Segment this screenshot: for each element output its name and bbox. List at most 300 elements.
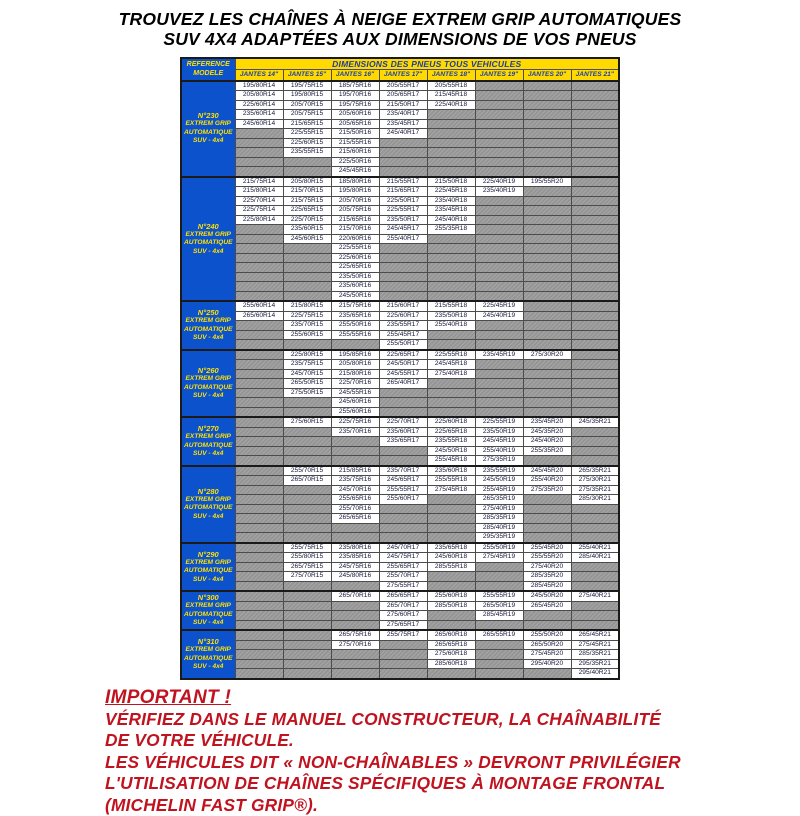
tire-size-cell: 195/55R20 <box>523 177 571 187</box>
tire-size-cell: 295/40R20 <box>523 659 571 669</box>
empty-cell <box>571 611 619 621</box>
tire-size-cell: 265/50R15 <box>283 379 331 389</box>
empty-cell <box>235 138 283 148</box>
model-label-line: EXTREM GRIP <box>182 317 235 326</box>
empty-cell <box>571 523 619 533</box>
empty-cell <box>571 110 619 120</box>
tire-size-cell: 275/35R21 <box>571 485 619 495</box>
empty-cell <box>379 669 427 679</box>
model-number: N°310 <box>182 637 235 646</box>
empty-cell <box>235 407 283 417</box>
tire-size-cell: 235/80R16 <box>331 543 379 553</box>
model-label-line: AUTOMATIQUE <box>182 567 235 576</box>
tire-size-cell: 235/60R16 <box>331 282 379 292</box>
tire-size-cell: 275/30R21 <box>571 476 619 486</box>
tire-size-cell: 225/45R18 <box>427 187 475 197</box>
tire-size-cell: 225/65R17 <box>379 350 427 360</box>
model-label-line: SUV - 4x4 <box>182 248 235 257</box>
tire-size-cell: 225/55R16 <box>331 244 379 254</box>
empty-cell <box>523 225 571 235</box>
page-title <box>0 0 800 49</box>
empty-cell <box>427 379 475 389</box>
tire-size-cell: 245/60R18 <box>427 553 475 563</box>
tire-size-cell: 235/60R17 <box>379 427 427 437</box>
empty-cell <box>523 138 571 148</box>
empty-cell <box>475 330 523 340</box>
model-label-line: EXTREM GRIP <box>182 646 235 655</box>
empty-cell <box>427 407 475 417</box>
empty-cell <box>235 388 283 398</box>
empty-cell <box>523 514 571 524</box>
tire-size-cell: 215/65R17 <box>379 187 427 197</box>
empty-cell <box>427 398 475 408</box>
tire-size-cell: 195/75R15 <box>283 81 331 91</box>
empty-cell <box>235 543 283 553</box>
column-header-jantes: JANTES 19" <box>475 70 523 81</box>
empty-cell <box>427 148 475 158</box>
empty-cell <box>235 581 283 591</box>
empty-cell <box>475 206 523 216</box>
empty-cell <box>571 206 619 216</box>
tire-size-cell: 245/65R17 <box>379 476 427 486</box>
column-header-jantes: JANTES 20" <box>523 70 571 81</box>
empty-cell <box>331 650 379 660</box>
empty-cell <box>523 398 571 408</box>
model-cell-280 <box>181 466 235 543</box>
tire-size-cell: 215/55R17 <box>379 177 427 187</box>
empty-cell <box>571 581 619 591</box>
tire-size-cell: 275/40R19 <box>475 504 523 514</box>
tire-size-cell: 215/50R16 <box>331 129 379 139</box>
tire-size-cell: 235/40R18 <box>427 196 475 206</box>
empty-cell <box>331 611 379 621</box>
model-cell-240 <box>181 177 235 302</box>
empty-cell <box>475 369 523 379</box>
tire-size-cell: 225/70R17 <box>379 417 427 427</box>
tire-size-cell: 255/40R18 <box>427 321 475 331</box>
empty-cell <box>523 291 571 301</box>
empty-cell <box>427 611 475 621</box>
tire-size-cell: 275/60R17 <box>379 611 427 621</box>
empty-cell <box>283 650 331 660</box>
tire-size-cell: 235/55R18 <box>427 437 475 447</box>
tire-size-cell: 225/60R18 <box>427 417 475 427</box>
tire-size-cell: 215/75R15 <box>283 196 331 206</box>
tire-size-cell: 275/45R21 <box>571 640 619 650</box>
empty-cell <box>571 129 619 139</box>
tire-size-cell: 265/60R18 <box>427 630 475 640</box>
empty-cell <box>235 398 283 408</box>
tire-size-cell: 245/70R15 <box>283 369 331 379</box>
empty-cell <box>235 533 283 543</box>
empty-cell <box>475 253 523 263</box>
empty-cell <box>475 669 523 679</box>
tire-size-cell: 195/80R14 <box>235 81 283 91</box>
empty-cell <box>379 533 427 543</box>
empty-cell <box>331 533 379 543</box>
model-label-line: AUTOMATIQUE <box>182 239 235 248</box>
empty-cell <box>235 446 283 456</box>
empty-cell <box>379 291 427 301</box>
empty-cell <box>235 369 283 379</box>
tire-size-cell: 245/60R16 <box>331 398 379 408</box>
empty-cell <box>571 340 619 350</box>
tire-size-cell: 245/35R21 <box>571 417 619 427</box>
model-label-line: SUV - 4x4 <box>182 137 235 146</box>
tire-size-cell: 235/40R17 <box>379 110 427 120</box>
empty-cell <box>283 495 331 505</box>
tire-size-cell: 275/35R19 <box>475 456 523 466</box>
tire-size-cell: 275/45R20 <box>523 650 571 660</box>
tire-size-cell: 265/65R16 <box>331 514 379 524</box>
tire-size-cell: 245/40R19 <box>475 311 523 321</box>
empty-cell <box>235 321 283 331</box>
empty-cell <box>475 225 523 235</box>
tire-size-cell: 255/60R14 <box>235 301 283 311</box>
tire-size-cell: 215/85R16 <box>331 466 379 476</box>
tire-size-cell: 255/35R20 <box>523 446 571 456</box>
tire-size-cell: 265/35R21 <box>571 466 619 476</box>
empty-cell <box>523 157 571 167</box>
empty-cell <box>283 456 331 466</box>
tire-size-cell: 215/80R15 <box>283 301 331 311</box>
empty-cell <box>427 495 475 505</box>
empty-cell <box>331 601 379 611</box>
tire-size-cell: 205/60R16 <box>331 110 379 120</box>
empty-cell <box>523 379 571 389</box>
empty-cell <box>379 504 427 514</box>
empty-cell <box>475 110 523 120</box>
empty-cell <box>571 533 619 543</box>
empty-cell <box>475 81 523 91</box>
empty-cell <box>571 187 619 197</box>
column-header-jantes: JANTES 21" <box>571 70 619 81</box>
tire-size-cell: 205/80R15 <box>283 177 331 187</box>
empty-cell <box>235 611 283 621</box>
tire-size-cell: 255/55R20 <box>523 553 571 563</box>
empty-cell <box>571 81 619 91</box>
tire-size-cell: 215/70R15 <box>283 187 331 197</box>
empty-cell <box>235 572 283 582</box>
empty-cell <box>475 659 523 669</box>
empty-cell <box>379 659 427 669</box>
empty-cell <box>475 234 523 244</box>
empty-cell <box>235 650 283 660</box>
model-label-line: SUV - 4x4 <box>182 392 235 401</box>
tire-size-cell: 255/75R17 <box>379 630 427 640</box>
tire-size-cell: 255/65R17 <box>379 562 427 572</box>
tire-size-cell: 245/70R17 <box>379 543 427 553</box>
tire-size-cell: 215/55R16 <box>331 138 379 148</box>
empty-cell <box>427 533 475 543</box>
tire-size-cell: 255/40R17 <box>379 234 427 244</box>
empty-cell <box>475 196 523 206</box>
empty-cell <box>427 234 475 244</box>
tire-size-cell: 205/80R14 <box>235 91 283 101</box>
tire-size-cell: 285/50R18 <box>427 601 475 611</box>
empty-cell <box>523 100 571 110</box>
model-number: N°280 <box>182 487 235 496</box>
tire-size-cell: 225/55R19 <box>475 417 523 427</box>
corner-header-line: REFERENCE <box>182 60 235 69</box>
tire-size-cell: 225/75R16 <box>331 417 379 427</box>
empty-cell <box>427 388 475 398</box>
empty-cell <box>379 407 427 417</box>
column-header-jantes: JANTES 17" <box>379 70 427 81</box>
empty-cell <box>235 225 283 235</box>
empty-cell <box>235 504 283 514</box>
column-header-jantes: JANTES 14" <box>235 70 283 81</box>
empty-cell <box>571 369 619 379</box>
tire-size-cell: 215/65R16 <box>331 215 379 225</box>
empty-cell <box>571 350 619 360</box>
empty-cell <box>235 495 283 505</box>
empty-cell <box>235 591 283 601</box>
tire-size-cell: 265/60R14 <box>235 311 283 321</box>
empty-cell <box>283 514 331 524</box>
tire-size-cell: 265/40R17 <box>379 379 427 389</box>
tire-size-cell: 235/60R18 <box>427 466 475 476</box>
tire-size-cell: 205/65R16 <box>331 119 379 129</box>
tire-size-cell: 275/60R18 <box>427 650 475 660</box>
empty-cell <box>379 446 427 456</box>
empty-cell <box>571 407 619 417</box>
tire-size-cell: 265/65R17 <box>379 591 427 601</box>
empty-cell <box>571 620 619 630</box>
empty-cell <box>283 601 331 611</box>
tire-size-cell: 265/55R19 <box>475 630 523 640</box>
model-cell-310 <box>181 630 235 679</box>
tire-size-cell: 225/60R16 <box>331 253 379 263</box>
empty-cell <box>379 523 427 533</box>
model-label-line: EXTREM GRIP <box>182 375 235 384</box>
tire-size-cell: 245/50R16 <box>331 291 379 301</box>
tire-size-cell: 235/40R19 <box>475 187 523 197</box>
model-label-line: SUV - 4x4 <box>182 450 235 459</box>
tire-size-cell: 215/50R18 <box>427 177 475 187</box>
tire-size-cell: 255/60R15 <box>283 330 331 340</box>
tire-size-cell: 235/60R14 <box>235 110 283 120</box>
tire-size-cell: 225/65R18 <box>427 427 475 437</box>
empty-cell <box>235 417 283 427</box>
empty-cell <box>427 669 475 679</box>
empty-cell <box>379 650 427 660</box>
empty-cell <box>571 272 619 282</box>
empty-cell <box>283 630 331 640</box>
empty-cell <box>235 234 283 244</box>
tire-size-cell: 255/50R17 <box>379 340 427 350</box>
tire-size-cell: 195/80R16 <box>331 187 379 197</box>
empty-cell <box>379 640 427 650</box>
empty-cell <box>475 398 523 408</box>
tire-size-cell: 275/40R18 <box>427 369 475 379</box>
tire-size-cell: 245/75R16 <box>331 562 379 572</box>
tire-size-cell: 215/55R18 <box>427 301 475 311</box>
tire-size-cell: 195/80R15 <box>283 91 331 101</box>
empty-cell <box>475 340 523 350</box>
empty-cell <box>235 282 283 292</box>
empty-cell <box>427 340 475 350</box>
empty-cell <box>571 215 619 225</box>
empty-cell <box>331 340 379 350</box>
tire-size-cell: 265/75R16 <box>331 630 379 640</box>
tire-size-cell: 255/55R16 <box>331 330 379 340</box>
tire-size-cell: 245/50R17 <box>379 360 427 370</box>
tire-size-cell: 275/40R21 <box>571 591 619 601</box>
column-header-jantes: JANTES 16" <box>331 70 379 81</box>
tire-size-cell: 215/45R18 <box>427 91 475 101</box>
empty-cell <box>283 291 331 301</box>
tire-size-cell: 235/50R19 <box>475 427 523 437</box>
tire-size-cell: 215/65R15 <box>283 119 331 129</box>
tire-size-cell: 265/70R16 <box>331 591 379 601</box>
tire-size-cell: 225/50R17 <box>379 196 427 206</box>
tire-size-cell: 285/30R21 <box>571 495 619 505</box>
tire-size-cell: 255/40R21 <box>571 543 619 553</box>
empty-cell <box>283 659 331 669</box>
empty-cell <box>475 640 523 650</box>
empty-cell <box>571 225 619 235</box>
empty-cell <box>283 167 331 177</box>
tire-size-cell: 245/80R16 <box>331 572 379 582</box>
empty-cell <box>427 167 475 177</box>
empty-cell <box>571 157 619 167</box>
tire-size-cell: 225/75R14 <box>235 206 283 216</box>
empty-cell <box>283 427 331 437</box>
empty-cell <box>571 253 619 263</box>
empty-cell <box>283 620 331 630</box>
empty-cell <box>523 523 571 533</box>
empty-cell <box>331 437 379 447</box>
empty-cell <box>475 119 523 129</box>
empty-cell <box>235 427 283 437</box>
tire-size-cell: 215/50R17 <box>379 100 427 110</box>
empty-cell <box>283 340 331 350</box>
empty-cell <box>235 360 283 370</box>
empty-cell <box>283 272 331 282</box>
empty-cell <box>523 360 571 370</box>
tire-size-cell: 285/55R18 <box>427 562 475 572</box>
empty-cell <box>235 456 283 466</box>
tire-size-cell: 265/50R20 <box>523 640 571 650</box>
empty-cell <box>283 398 331 408</box>
empty-cell <box>235 148 283 158</box>
tire-size-cell: 285/35R20 <box>523 572 571 582</box>
empty-cell <box>475 291 523 301</box>
column-header-jantes: JANTES 18" <box>427 70 475 81</box>
tire-size-cell: 255/80R15 <box>283 553 331 563</box>
empty-cell <box>379 282 427 292</box>
tire-size-cell: 235/45R20 <box>523 417 571 427</box>
tire-size-cell: 275/60R15 <box>283 417 331 427</box>
tire-size-cell: 225/80R14 <box>235 215 283 225</box>
empty-cell <box>475 272 523 282</box>
tire-size-cell: 235/65R17 <box>379 437 427 447</box>
footer-line: LES VÉHICULES DIT « NON-CHAÎNABLES » DEVRONT PRIVILÉGIER <box>105 752 800 774</box>
tire-size-cell: 275/70R15 <box>283 572 331 582</box>
tire-size-cell: 225/55R17 <box>379 206 427 216</box>
tire-size-cell: 185/75R16 <box>331 81 379 91</box>
empty-cell <box>523 148 571 158</box>
model-label-line: AUTOMATIQUE <box>182 504 235 513</box>
empty-cell <box>571 291 619 301</box>
tire-size-cell: 295/40R21 <box>571 669 619 679</box>
table-header <box>181 58 619 81</box>
empty-cell <box>331 456 379 466</box>
empty-cell <box>523 369 571 379</box>
empty-cell <box>235 562 283 572</box>
tire-size-cell: 205/75R15 <box>283 110 331 120</box>
tire-size-cell: 285/35R19 <box>475 514 523 524</box>
tire-size-cell: 235/75R16 <box>331 476 379 486</box>
empty-cell <box>571 437 619 447</box>
model-label-line: AUTOMATIQUE <box>182 384 235 393</box>
model-number: N°240 <box>182 222 235 231</box>
empty-cell <box>523 272 571 282</box>
tire-size-cell: 235/65R18 <box>427 543 475 553</box>
model-label-line: AUTOMATIQUE <box>182 655 235 664</box>
tire-size-cell: 265/35R19 <box>475 495 523 505</box>
tire-size-cell: 185/80R16 <box>331 177 379 187</box>
tire-size-cell: 245/35R20 <box>523 427 571 437</box>
model-label-line: AUTOMATIQUE <box>182 611 235 620</box>
empty-cell <box>379 272 427 282</box>
page-title-line1: TROUVEZ LES CHAÎNES À NEIGE EXTREM GRIP AUTOMATIQUES <box>0 9 800 29</box>
empty-cell <box>235 272 283 282</box>
tire-size-cell: 255/55R18 <box>427 476 475 486</box>
empty-cell <box>523 234 571 244</box>
empty-cell <box>283 263 331 273</box>
tire-size-cell: 225/60R17 <box>379 311 427 321</box>
empty-cell <box>283 244 331 254</box>
table-body <box>181 81 619 679</box>
tire-size-cell: 255/55R17 <box>379 485 427 495</box>
empty-cell <box>379 253 427 263</box>
tire-size-cell: 235/45R19 <box>475 350 523 360</box>
empty-cell <box>379 148 427 158</box>
empty-cell <box>571 379 619 389</box>
empty-cell <box>571 427 619 437</box>
model-label-line: EXTREM GRIP <box>182 120 235 129</box>
model-cell-260 <box>181 350 235 418</box>
empty-cell <box>283 157 331 167</box>
empty-cell <box>571 388 619 398</box>
empty-cell <box>523 282 571 292</box>
empty-cell <box>571 456 619 466</box>
empty-cell <box>475 167 523 177</box>
tire-size-cell: 245/45R18 <box>427 360 475 370</box>
tire-size-cell: 245/45R16 <box>331 167 379 177</box>
empty-cell <box>571 244 619 254</box>
model-number: N°250 <box>182 308 235 317</box>
tire-size-cell: 225/70R16 <box>331 379 379 389</box>
empty-cell <box>523 110 571 120</box>
empty-cell <box>571 263 619 273</box>
page-title-line2: SUV 4X4 ADAPTÉES AUX DIMENSIONS DE VOS PNEUS <box>0 29 800 49</box>
empty-cell <box>427 253 475 263</box>
model-cell-250 <box>181 301 235 350</box>
empty-cell <box>235 485 283 495</box>
empty-cell <box>571 196 619 206</box>
tire-size-cell: 225/65R15 <box>283 206 331 216</box>
empty-cell <box>475 138 523 148</box>
empty-cell <box>235 553 283 563</box>
model-cell-270 <box>181 417 235 466</box>
tire-size-cell: 245/60R15 <box>283 234 331 244</box>
model-number: N°300 <box>182 593 235 602</box>
model-label-line: AUTOMATIQUE <box>182 326 235 335</box>
tire-size-cell: 285/40R21 <box>571 553 619 563</box>
